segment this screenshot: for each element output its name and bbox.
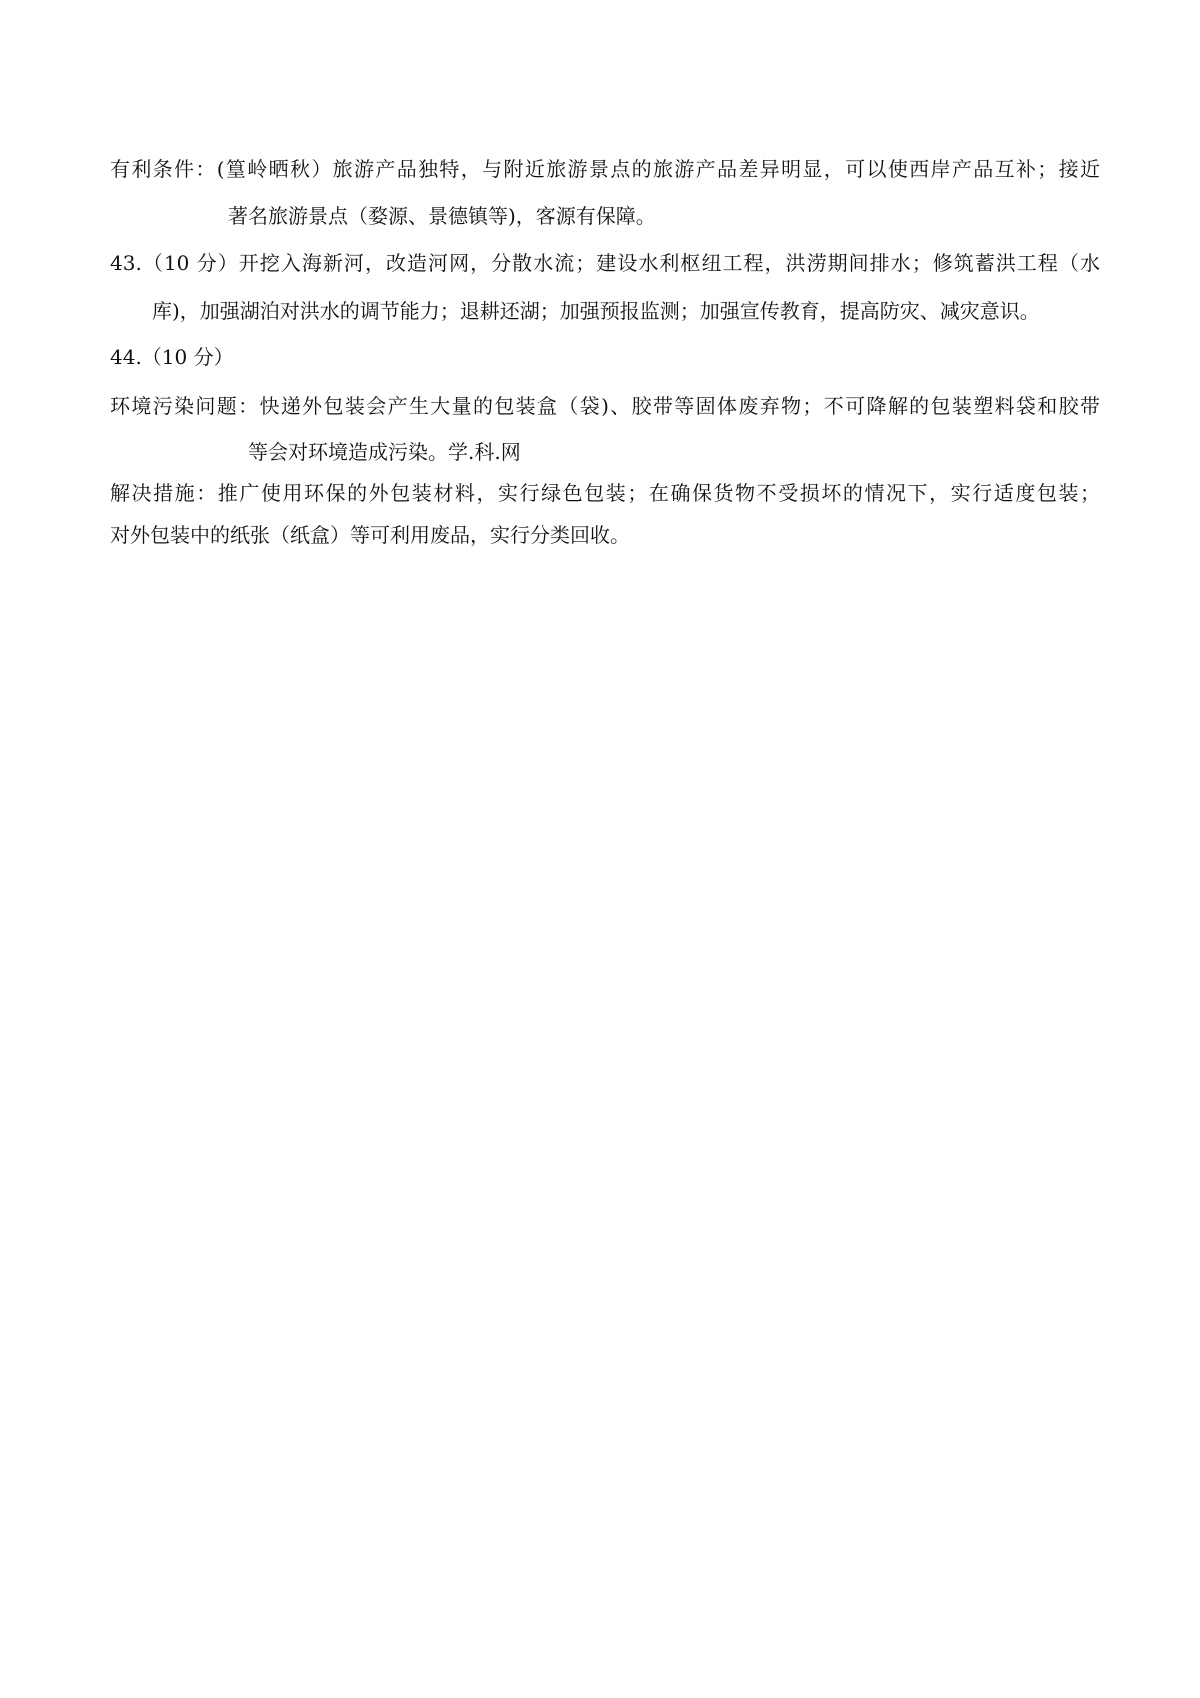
pollution-problem-line-2: 等会对环境造成污染。学.科.网 bbox=[248, 440, 521, 464]
favorable-conditions-line-2: 著名旅游景点（婺源、景德镇等)，客源有保障。 bbox=[228, 204, 656, 228]
solution-measures-line-2: 对外包装中的纸张（纸盒）等可利用废品，实行分类回收。 bbox=[110, 523, 630, 547]
favorable-conditions-line-1: 有利条件：(篁岭晒秋）旅游产品独特，与附近旅游景点的旅游产品差异明显，可以使西岸产品互补；接近 bbox=[110, 157, 1100, 181]
question-43-line-1: 43.（10 分）开挖入海新河，改造河网，分散水流；建设水利枢纽工程，洪涝期间排水；修筑蓄洪工程（水 bbox=[110, 251, 1100, 275]
solution-measures-line-1: 解决措施：推广使用环保的外包装材料，实行绿色包装；在确保货物不受损坏的情况下，实行适度包装； bbox=[110, 481, 1100, 505]
pollution-problem-line-1: 环境污染问题：快递外包装会产生大量的包装盒（袋)、胶带等固体废弃物；不可降解的包装塑料袋和胶带 bbox=[110, 394, 1100, 418]
question-43-line-2: 库)，加强湖泊对洪水的调节能力；退耕还湖；加强预报监测；加强宣传教育，提高防灾、减灾意识。 bbox=[152, 299, 1040, 323]
question-44-heading: 44.（10 分） bbox=[110, 345, 234, 369]
